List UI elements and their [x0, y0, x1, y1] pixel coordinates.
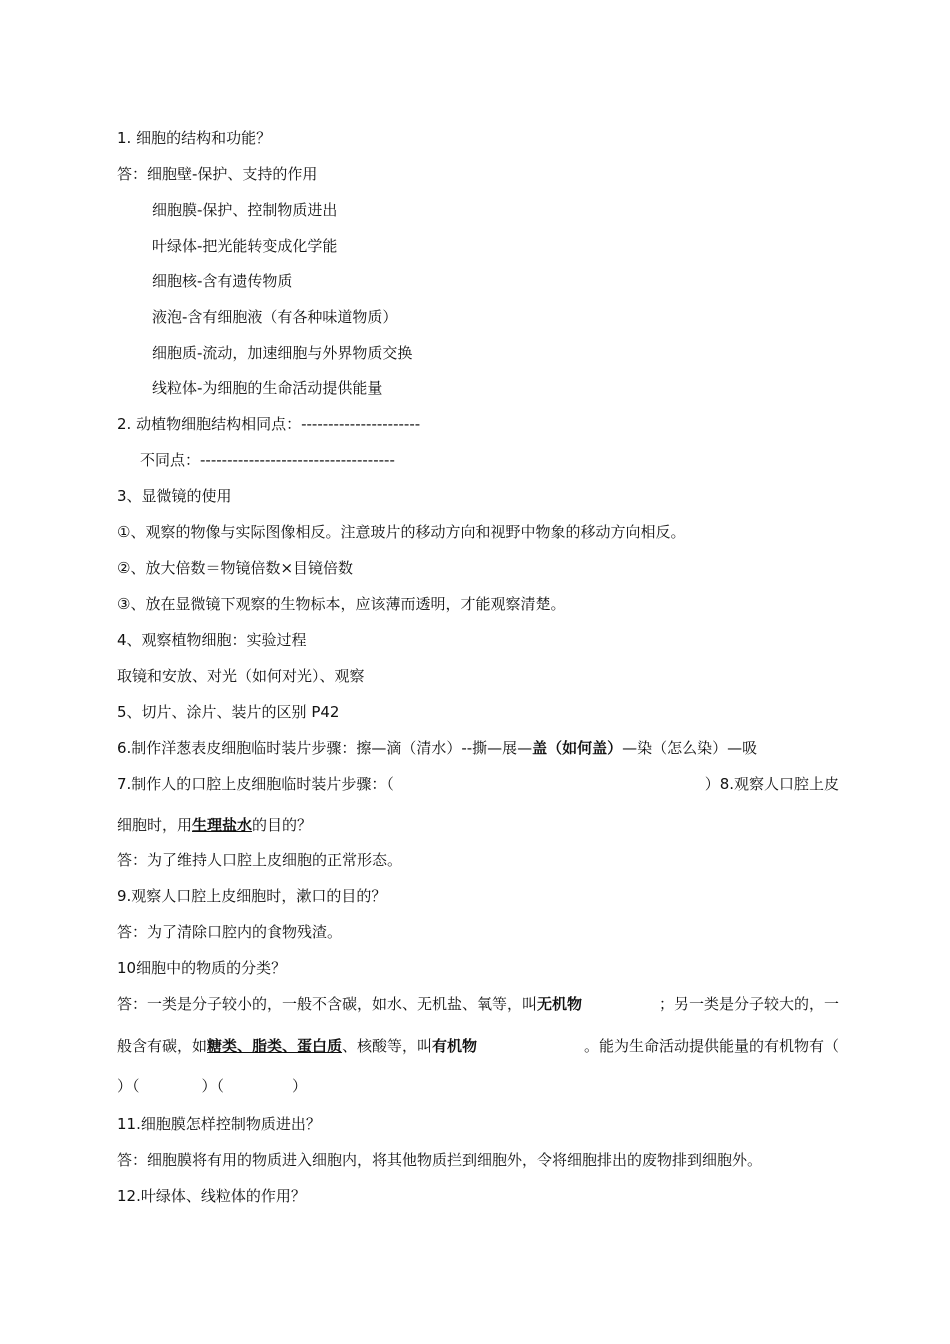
- question-8-text-b: 的目的？: [252, 816, 313, 834]
- question-10-blank-1: ）（: [117, 1077, 140, 1095]
- nucleus-item: 细胞核-含有遗传物质: [152, 272, 293, 290]
- question-10-title: 10细胞中的物质的分类？: [117, 959, 287, 977]
- question-11-title: 11.细胞膜怎样控制物质进出？: [117, 1115, 321, 1133]
- question-10-inorganic: 无机物: [537, 995, 583, 1013]
- question-6: [117, 738, 757, 758]
- question-10-line-2-b: 、核酸等，叫: [342, 1037, 433, 1055]
- question-8-answer: 答：为了维持人口腔上皮细胞的正常形态。: [117, 851, 403, 869]
- question-10-blank-3: ）: [292, 1077, 308, 1095]
- question-10-line-1-b: ；另一类是分子较大的，一: [658, 995, 839, 1013]
- question-6-bold: 盖（如何盖）: [532, 739, 623, 757]
- question-10-line-2: [117, 1036, 839, 1056]
- question-2-same: 2. 动植物细胞结构相同点：----------------------: [117, 415, 421, 433]
- question-10-line-2-group: [117, 1036, 477, 1056]
- question-1-answer-intro: 答：细胞壁-保护、支持的作用: [117, 165, 318, 183]
- mitochondria-item: 线粒体-为细胞的生命活动提供能量: [152, 379, 383, 397]
- question-10-line-2-c: 。能为生命活动提供能量的有机物有（: [583, 1037, 839, 1055]
- question-9-title: 9.观察人口腔上皮细胞时，漱口的目的？: [117, 887, 387, 905]
- question-8-text-a: 细胞时，用: [117, 816, 193, 834]
- question-6-text-b: —染（怎么染）—吸: [622, 739, 758, 757]
- cell-membrane-item: 细胞膜-保护、控制物质进出: [152, 201, 338, 219]
- question-5-title: 5、切片、涂片、装片的区别 P42: [117, 703, 340, 721]
- question-2-diff: 不同点：------------------------------------: [140, 451, 395, 469]
- question-7-text-b: ）8.观察人口腔上皮: [704, 775, 839, 793]
- vacuole-item: 液泡-含有细胞液（有各种味道物质）: [152, 308, 398, 326]
- question-10-line-2-a: 般含有碳，如: [117, 1037, 208, 1055]
- question-7-text-a: 7.制作人的口腔上皮细胞临时装片步骤：（: [117, 775, 394, 793]
- question-6-text-a: 6.制作洋葱表皮细胞临时装片步骤：擦—滴（清水）--撕—展—: [117, 739, 533, 757]
- question-10-line-3: [117, 1076, 307, 1096]
- question-8-bold: 生理盐水: [192, 816, 253, 834]
- question-4-body: 取镜和安放、对光（如何对光）、观察: [117, 667, 365, 685]
- cytoplasm-item: 细胞质-流动，加速细胞与外界物质交换: [152, 344, 413, 362]
- microscope-point-3: ③、放在显微镜下观察的生物标本，应该薄而透明，才能观察清楚。: [117, 595, 566, 613]
- question-8: [117, 815, 312, 835]
- question-10-blank-2: ）（: [201, 1077, 225, 1095]
- question-10-line-1: [117, 994, 839, 1014]
- question-10-organic: 有机物: [432, 1037, 478, 1055]
- question-10-organic-examples: 糖类、脂类、蛋白质: [207, 1037, 343, 1055]
- question-3-title: 3、显微镜的使用: [117, 487, 232, 505]
- question-11-answer: 答：细胞膜将有用的物质进入细胞内，将其他物质拦到细胞外，令将细胞排出的废物排到细胞外。: [117, 1151, 763, 1169]
- microscope-point-2: ②、放大倍数＝物镜倍数×目镜倍数: [117, 559, 354, 577]
- question-7: [117, 774, 839, 794]
- microscope-point-1: ①、观察的物像与实际图像相反。注意玻片的移动方向和视野中物象的移动方向相反。: [117, 523, 686, 541]
- chloroplast-item: 叶绿体-把光能转变成化学能: [152, 237, 338, 255]
- question-4-title: 4、观察植物细胞：实验过程: [117, 631, 307, 649]
- question-1-title: 1. 细胞的结构和功能？: [117, 129, 272, 147]
- question-12-title: 12.叶绿体、线粒体的作用？: [117, 1187, 306, 1205]
- question-10-line-1-group: [117, 994, 582, 1014]
- question-10-line-1-a: 答：一类是分子较小的，一般不含碳，如水、无机盐、氧等，叫: [117, 995, 538, 1013]
- question-9-answer: 答：为了清除口腔内的食物残渣。: [117, 923, 343, 941]
